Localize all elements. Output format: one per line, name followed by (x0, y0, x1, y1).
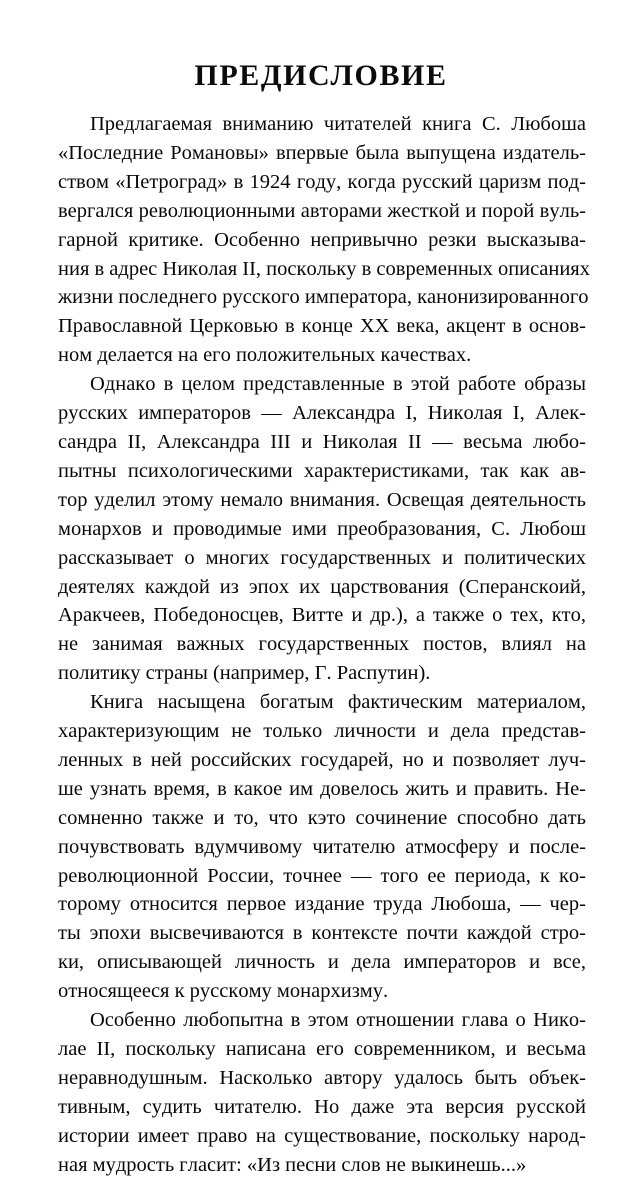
text-line: Особенно любопытна в этом отношении глава о Нико- (90, 1009, 586, 1032)
text-line: тор уделил этому немало внимания. Освещая деятельность (58, 488, 586, 511)
text-line: истории имеет право на существование, поскольку народ- (58, 1124, 586, 1147)
text-line: Книга насыщена богатым фактическим материалом, (90, 691, 586, 714)
text-line: гарной критике. Особенно непривычно резки высказыва- (58, 228, 586, 251)
text-line: ленных в ней российских государей, но и позволяет луч- (58, 748, 586, 771)
text-line: ки, описывающей личность и дела императоров и все, (58, 951, 586, 974)
text-line: лае II, поскольку написана его современником, и весьма (58, 1038, 586, 1060)
paragraph (58, 1006, 586, 1179)
text-line: характеризующим не только личности и дела представ- (58, 720, 586, 743)
text-line: деятелях каждой из эпох их царствования (Сперанскоий, (58, 575, 586, 598)
text-line: ты эпохи высвечиваются в контексте почти каждой стро- (58, 922, 586, 945)
paragraph (58, 688, 586, 1006)
text-line: рассказывает о многих государственных и политических (58, 546, 586, 569)
text-line: политику страны (например, Г. Распутин). (58, 662, 431, 685)
paragraph (58, 370, 586, 688)
text-line: ния в адрес Николая II, поскольку в современных описаниях (58, 257, 590, 280)
text-line: «Последние Романовы» впервые была выпущена издатель- (58, 141, 586, 164)
text-line: вергался революционными авторами жесткой и порой вуль- (58, 199, 586, 222)
text-line: относящееся к русскому монархизму. (58, 980, 389, 1003)
text-line: ше узнать время, в какое им довелось жить и править. Не- (58, 777, 586, 800)
page-title: ПРЕДИСЛОВИЕ (194, 59, 448, 93)
text-line: ном делается на его положительных качествах. (58, 344, 472, 367)
text-line: сомненно также и то, что кэто сочинение способно дать (58, 806, 586, 829)
text-line: сандра II, Александра III и Николая II — весьма любо- (58, 430, 586, 453)
text-line: тивным, судить читателю. Но даже эта версия русской (58, 1095, 586, 1118)
text-line: пытны психологическими характеристиками, так как ав- (58, 459, 586, 482)
text-line: неравнодушным. Насколько автору удалось быть объек- (58, 1066, 586, 1089)
text-line: Православной Церковью в конце XX века, акцент в основ- (58, 315, 586, 338)
text-line: ством «Петроград» в 1924 году, когда русский царизм под- (58, 170, 586, 193)
body-text (58, 110, 590, 1180)
text-line: монархов и проводимые ими преобразования, С. Любош (58, 517, 586, 540)
text-line: Однако в целом представленные в этой работе образы (90, 373, 586, 396)
text-line: не занимая важных государственных постов, влиял на (58, 633, 586, 656)
text-line: ная мудрость гласит: «Из песни слов не выкинешь...» (58, 1153, 527, 1176)
text-line: революционной России, точнее — того ее периода, к ко- (58, 864, 586, 887)
text-line: Предлагаемая вниманию читателей книга С. Любоша (90, 113, 586, 135)
text-line: русских императоров — Александра I, Николая I, Алек- (58, 402, 586, 425)
text-line: Аракчеев, Победоносцев, Витте и др.), а также о тех, кто, (58, 604, 586, 627)
text-line: почувствовать вдумчивому читателю атмосферу и после- (58, 835, 586, 858)
text-line: жизни последнего русского императора, канонизированного (58, 286, 589, 309)
paragraph (58, 110, 590, 370)
text-line: торому относится первое издание труда Любоша, — чер- (58, 893, 586, 916)
